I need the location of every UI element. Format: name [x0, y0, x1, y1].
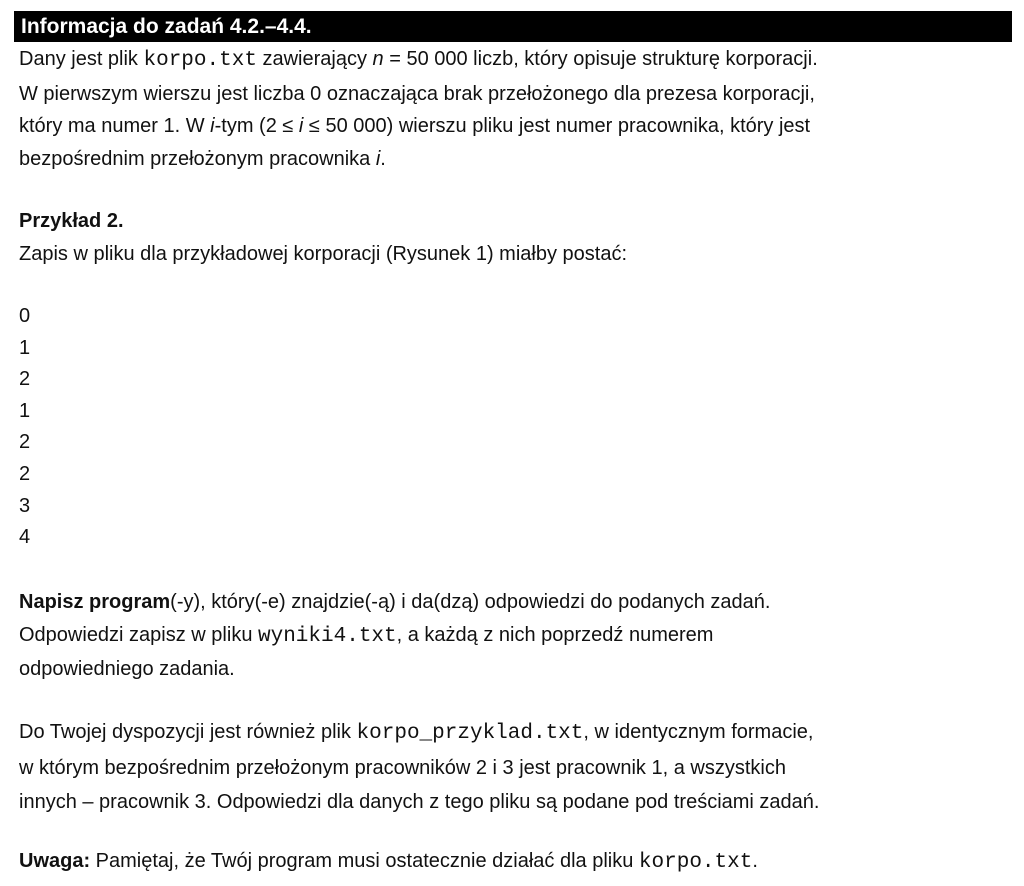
example-value: 4 [19, 526, 31, 548]
note-line: Uwaga: Pamiętaj, że Twój program musi ostatecznie działać dla pliku korpo.txt. [19, 850, 758, 874]
example-value: 2 [19, 463, 31, 485]
section-title: Informacja do zadań 4.2.–4.4. [21, 15, 312, 38]
task-line-3: odpowiedniego zadania. [19, 658, 235, 681]
filename-korpo-przyklad: korpo_przyklad.txt [356, 722, 584, 745]
example-value: 3 [19, 495, 31, 517]
filename-korpo: korpo.txt [143, 49, 257, 72]
task-paragraph [19, 586, 770, 686]
intro-paragraph [19, 43, 818, 175]
task-line-1: Napisz program(-y), który(-e) znajdzie(-ą) i da(dzą) odpowiedzi do podanych zadań. [19, 591, 771, 613]
info-paragraph [19, 715, 819, 819]
note-label: Uwaga: [19, 850, 91, 872]
intro-line-1: Dany jest plik korpo.txt zawierający n = 50 000 liczb, który opisuje strukturę korporacji. [19, 48, 818, 72]
info-line-3: innych – pracownik 3. Odpowiedzi dla danych z tego pliku są podane pod treściami zadań. [19, 791, 820, 813]
info-line-1: Do Twojej dyspozycji jest również plik korpo_przyklad.txt, w identycznym formacie, [19, 721, 814, 745]
filename-korpo-note: korpo.txt [638, 851, 753, 874]
info-line-2: w którym bezpośrednim przełożonym pracowników 2 i 3 jest pracownik 1, a wszystkich [19, 757, 786, 779]
intro-line-4: bezpośrednim przełożonym pracownika i. [19, 147, 386, 170]
example-heading: Przykład 2. [19, 210, 124, 232]
example-value: 0 [19, 305, 31, 327]
example-value: 1 [19, 337, 31, 359]
task-line-2: Odpowiedzi zapisz w pliku wyniki4.txt, a każdą z nich poprzedź numerem [19, 623, 714, 648]
intro-line-2: W pierwszym wierszu jest liczba 0 oznaczająca brak przełożonego dla prezesa korporacji, [19, 82, 815, 105]
intro-line-3: który ma numer 1. W i-tym (2 ≤ i ≤ 50 000) wierszu pliku jest numer pracownika, który jest [19, 115, 811, 138]
example-value: 2 [19, 431, 31, 453]
filename-wyniki: wyniki4.txt [258, 624, 397, 648]
example-value: 1 [19, 400, 31, 422]
example-value: 2 [19, 368, 31, 390]
example-caption: Zapis w pliku dla przykładowej korporacji (Rysunek 1) miałby postać: [19, 243, 628, 265]
